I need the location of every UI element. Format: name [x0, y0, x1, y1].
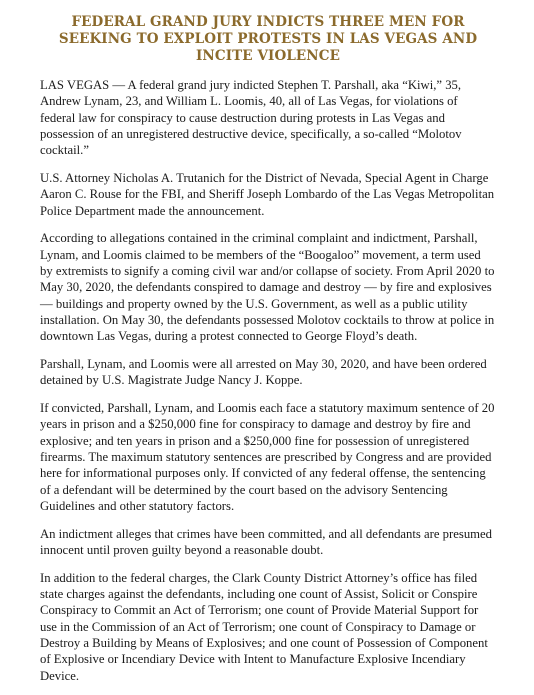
paragraph-penalties: If convicted, Parshall, Lynam, and Loomis each face a statutory maximum sentence of 20 years in prison and a $250,000 fine for conspiracy to damage and destroy by fire and explosive; and ten years in prison and a $250,000 fine for possession of unregistered firearms. The maximum statutory sentences are prescribed by Congress and are provided here for informational purposes only. If convicted of any federal offense, the sentencing of a defendant will be determined by the court based on the advisory Sentencing Guidelines and other statutory factors. — [40, 401, 495, 513]
paragraph-allegations: According to allegations contained in the criminal complaint and indictment, Parshall, Lynam, and Loomis claimed to be members of the “Boogaloo” movement, a term used by extremists to signify a coming civil war and/or collapse of society. From April 2020 to May 30, 2020, the defendants conspired to damage and destroy — by fire and explosives — buildings and property owned by the U.S. Government, as well as a public utility installation. On May 30, the defendants possessed Molotov cocktails to throw at police in downtown Las Vegas, during a protest connected to George Floyd’s death. — [40, 231, 495, 344]
paragraph-state-charges: In addition to the federal charges, the Clark County District Attorney’s office has filed state charges against the defendants, including one count of Assist, Solicit or Conspire Conspiracy to Commit an Act of Terrorism; one count of Provide Material Support for use in the Commission of an Act of Terrorism; one count of Conspiracy to Damage or Destroy a Building by Means of Explosives; and one count of Possession of Component of Explosive or Incendiary Device with Intent to Manufacture Explosive Incendiary Device. — [40, 570, 488, 683]
paragraph-announcement: U.S. Attorney Nicholas A. Trutanich for the District of Nevada, Special Agent in Charge Aaron C. Rouse for the FBI, and Sheriff Joseph Lombardo of the Las Vegas Metropolitan Police Department made the announcement. — [40, 170, 495, 218]
headline: FEDERAL GRAND JURY INDICTS THREE MEN FOR SEEKING TO EXPLOIT PROTESTS IN LAS VEGAS AND INCITE VIOLENCE — [58, 14, 478, 64]
paragraph-dateline: LAS VEGAS — A federal grand jury indicted Stephen T. Parshall, aka “Kiwi,” 35, Andrew Lynam, 23, and William L. Loomis, 40, all of Las Vegas, for violations of federal law for conspiracy to cause destruction during protests in Las Vegas and possession of an unregistered destructive device, specifically, a so-called “Molotov cocktail.” — [40, 78, 462, 158]
paragraph-arrests: Parshall, Lynam, and Loomis were all arrested on May 30, 2020, and have been ordered detained by U.S. Magistrate Judge Nancy J. Koppe. — [40, 356, 487, 388]
press-release — [40, 14, 496, 695]
paragraph-presumption: An indictment alleges that crimes have been committed, and all defendants are presumed innocent until proven guilty beyond a reasonable doubt. — [40, 526, 493, 557]
